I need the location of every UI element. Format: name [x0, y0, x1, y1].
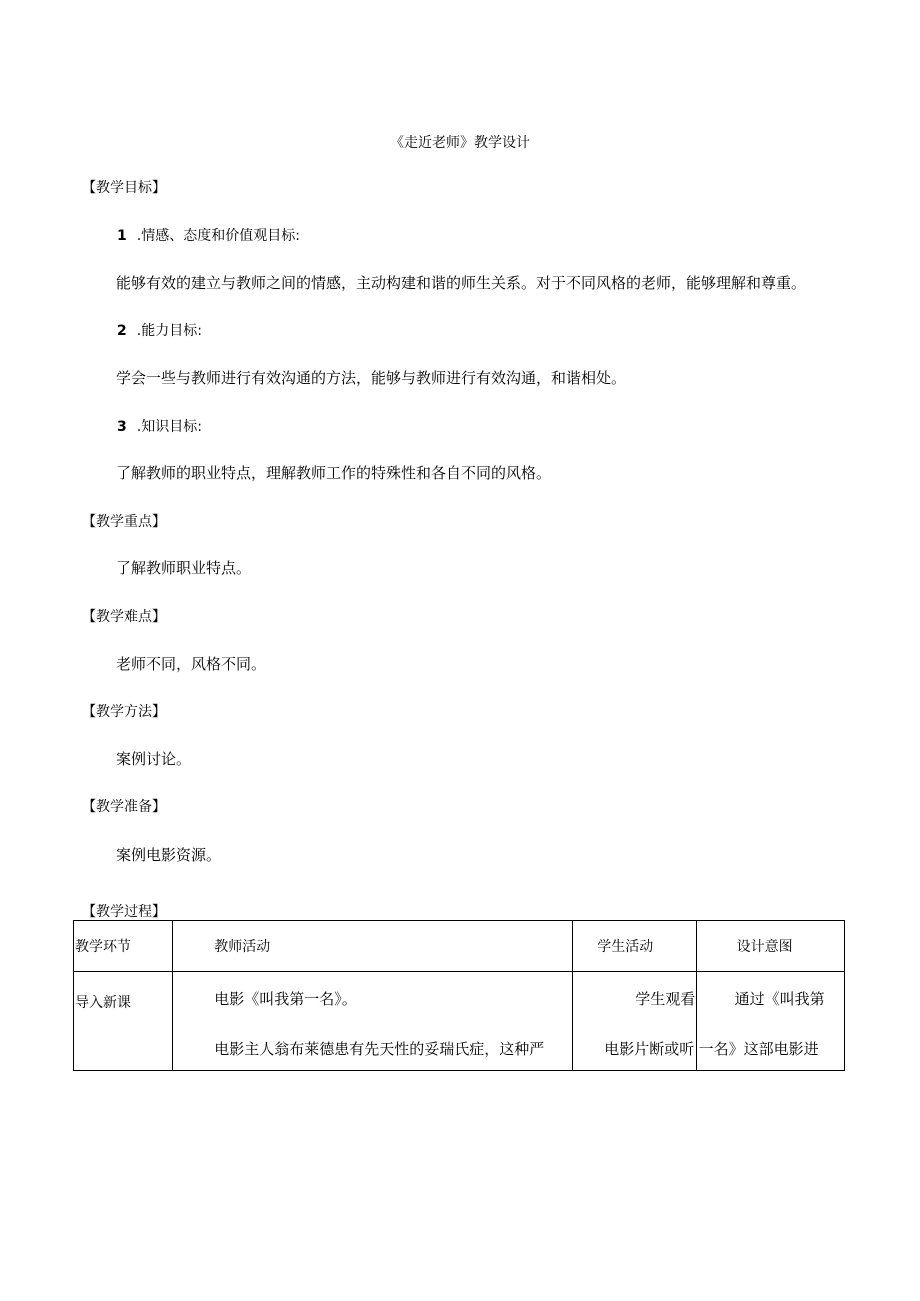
cell-student-activity: [573, 972, 696, 1071]
key-point-text: 了解教师职业特点。: [116, 559, 252, 577]
objective-1-title: .情感、态度和价值观目标:: [136, 228, 300, 244]
process-heading: 【教学过程】: [82, 904, 166, 920]
objective-1-number: 1: [117, 228, 127, 244]
preparation-heading: 【教学准备】: [82, 799, 166, 815]
cell-design-intent: [696, 972, 844, 1071]
design-intent-line-1: 通过《叫我第: [734, 990, 825, 1008]
student-activity-line-2: 电影片断或听: [604, 1040, 695, 1058]
objective-2-number: 2: [117, 323, 127, 339]
student-activity-line-1: 学生观看: [635, 990, 696, 1008]
objective-3-title: .知识目标:: [136, 419, 202, 435]
header-student-activity: 学生活动: [573, 921, 696, 972]
header-design-intent: 设计意图: [696, 921, 844, 972]
preparation-text: 案例电影资源。: [116, 846, 222, 864]
header-stage: 教学环节: [74, 921, 173, 972]
cell-stage: [74, 972, 173, 1071]
difficulty-text: 老师不同，风格不同。: [116, 655, 267, 673]
teacher-activity-line-2: 电影主人翁布莱德患有先天性的妥瑞氏症，这种严: [214, 1040, 545, 1058]
stage-text: 导入新课: [75, 995, 131, 1011]
process-table-header-row: [74, 921, 845, 972]
header-teacher-activity: 教师活动: [173, 921, 573, 972]
page-title: 《走近老师》教学设计: [390, 135, 530, 151]
objective-3-text: 了解教师的职业特点，理解教师工作的特殊性和各自不同的风格。: [116, 464, 552, 482]
objectives-heading: 【教学目标】: [82, 180, 166, 196]
objective-2-text: 学会一些与教师进行有效沟通的方法，能够与教师进行有效沟通，和谐相处。: [116, 369, 627, 387]
objective-1-label: [117, 225, 300, 245]
design-intent-line-2: 一名》这部电影进: [698, 1040, 819, 1058]
objective-1-text: 能够有效的建立与教师之间的情感，主动构建和谐的师生关系。对于不同风格的老师，能够理解和尊重。: [116, 274, 807, 292]
cell-teacher-activity: [173, 972, 573, 1071]
objective-2-label: [117, 320, 202, 340]
method-heading: 【教学方法】: [82, 704, 166, 720]
method-text: 案例讨论。: [116, 750, 192, 768]
objective-3-number: 3: [117, 419, 127, 435]
difficulty-heading: 【教学难点】: [82, 609, 166, 625]
teacher-activity-line-1: 电影《叫我第一名》。: [214, 990, 357, 1008]
key-point-heading: 【教学重点】: [82, 514, 166, 530]
process-table: [73, 920, 845, 1071]
objective-2-title: .能力目标:: [136, 323, 202, 339]
table-row: [74, 972, 845, 1071]
objective-3-label: [117, 416, 202, 436]
